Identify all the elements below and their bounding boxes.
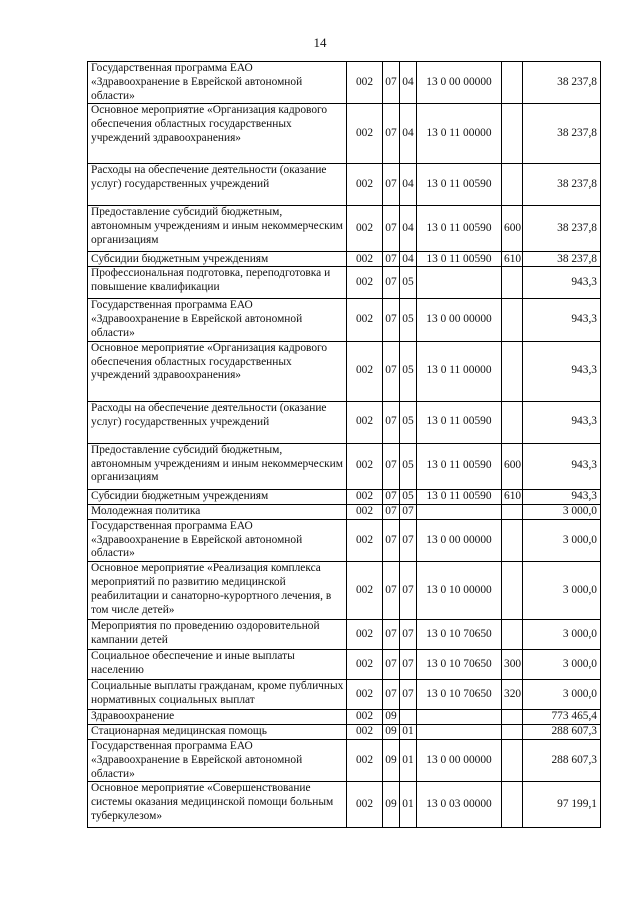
- table-row: [88, 519, 601, 561]
- section-code: 07: [383, 620, 400, 650]
- expense-type-code: [502, 104, 523, 164]
- row-name: Субсидии бюджетным учреждениям: [88, 252, 347, 267]
- section-code: 07: [383, 650, 400, 680]
- ministry-code: 002: [347, 401, 383, 443]
- subsection-code: 07: [400, 650, 417, 680]
- budget-table-body: [88, 62, 601, 828]
- subsection-code: 05: [400, 401, 417, 443]
- amount: 38 237,8: [523, 252, 601, 267]
- expense-type-code: [502, 519, 523, 561]
- expense-type-code: [502, 341, 523, 401]
- table-row: [88, 401, 601, 443]
- expense-type-code: [502, 504, 523, 519]
- subsection-code: 04: [400, 252, 417, 267]
- ministry-code: 002: [347, 299, 383, 341]
- amount: 3 000,0: [523, 680, 601, 710]
- subsection-code: 07: [400, 504, 417, 519]
- row-name: Основное мероприятие «Организация кадрового обеспечения областных государственных учреждений здравоохранения»: [88, 104, 347, 164]
- expense-type-code: [502, 710, 523, 725]
- expense-type-code: [502, 782, 523, 828]
- row-name: Основное мероприятие «Организация кадрового обеспечения областных государственных учреждений здравоохранения»: [88, 341, 347, 401]
- row-name: Предоставление субсидий бюджетным, автономным учреждениям и иным некоммерческим организациям: [88, 206, 347, 252]
- target-code: 13 0 11 00590: [417, 401, 502, 443]
- target-code: 13 0 00 00000: [417, 62, 502, 104]
- expense-type-code: [502, 401, 523, 443]
- target-code: 13 0 11 00000: [417, 104, 502, 164]
- amount: 38 237,8: [523, 164, 601, 206]
- section-code: 07: [383, 489, 400, 504]
- table-row: [88, 562, 601, 620]
- section-code: 07: [383, 519, 400, 561]
- amount: 943,3: [523, 299, 601, 341]
- target-code: [417, 504, 502, 519]
- row-name: Основное мероприятие «Реализация комплекса мероприятий по развитию медицинской реабилитации и санаторно-курортного лечения, в том числе детей»: [88, 562, 347, 620]
- ministry-code: 002: [347, 650, 383, 680]
- row-name: Мероприятия по проведению оздоровительной кампании детей: [88, 620, 347, 650]
- expense-type-code: [502, 62, 523, 104]
- subsection-code: 07: [400, 680, 417, 710]
- row-name: Социальные выплаты гражданам, кроме публичных нормативных социальных выплат: [88, 680, 347, 710]
- amount: 3 000,0: [523, 519, 601, 561]
- table-row: [88, 341, 601, 401]
- subsection-code: 04: [400, 104, 417, 164]
- expense-type-code: 300: [502, 650, 523, 680]
- row-name: Государственная программа ЕАО «Здравоохранение в Еврейской автономной области»: [88, 519, 347, 561]
- ministry-code: 002: [347, 725, 383, 740]
- expense-type-code: [502, 299, 523, 341]
- section-code: 09: [383, 782, 400, 828]
- row-name: Предоставление субсидий бюджетным, автономным учреждениям и иным некоммерческим организациям: [88, 443, 347, 489]
- row-name: Профессиональная подготовка, переподготовка и повышение квалификации: [88, 267, 347, 299]
- amount: 773 465,4: [523, 710, 601, 725]
- subsection-code: 01: [400, 739, 417, 781]
- row-name: Стационарная медицинская помощь: [88, 725, 347, 740]
- ministry-code: 002: [347, 252, 383, 267]
- subsection-code: 05: [400, 299, 417, 341]
- ministry-code: 002: [347, 680, 383, 710]
- section-code: 07: [383, 443, 400, 489]
- table-row: [88, 62, 601, 104]
- expense-type-code: [502, 164, 523, 206]
- row-name: Социальное обеспечение и иные выплаты населению: [88, 650, 347, 680]
- amount: 943,3: [523, 341, 601, 401]
- section-code: 09: [383, 739, 400, 781]
- row-name: Молодежная политика: [88, 504, 347, 519]
- amount: 3 000,0: [523, 620, 601, 650]
- target-code: 13 0 11 00590: [417, 252, 502, 267]
- amount: 3 000,0: [523, 562, 601, 620]
- amount: 38 237,8: [523, 206, 601, 252]
- ministry-code: 002: [347, 443, 383, 489]
- section-code: 07: [383, 680, 400, 710]
- subsection-code: 04: [400, 206, 417, 252]
- row-name: Расходы на обеспечение деятельности (оказание услуг) государственных учреждений: [88, 401, 347, 443]
- subsection-code: 05: [400, 341, 417, 401]
- section-code: 07: [383, 401, 400, 443]
- amount: 943,3: [523, 267, 601, 299]
- expense-type-code: [502, 739, 523, 781]
- amount: 38 237,8: [523, 104, 601, 164]
- target-code: 13 0 11 00000: [417, 341, 502, 401]
- expense-type-code: 600: [502, 443, 523, 489]
- ministry-code: 002: [347, 489, 383, 504]
- table-row: [88, 443, 601, 489]
- ministry-code: 002: [347, 504, 383, 519]
- ministry-code: 002: [347, 562, 383, 620]
- table-row: [88, 489, 601, 504]
- section-code: 07: [383, 62, 400, 104]
- expense-type-code: 610: [502, 252, 523, 267]
- target-code: 13 0 00 00000: [417, 739, 502, 781]
- subsection-code: 04: [400, 164, 417, 206]
- amount: 288 607,3: [523, 739, 601, 781]
- section-code: 07: [383, 252, 400, 267]
- target-code: 13 0 11 00590: [417, 164, 502, 206]
- subsection-code: 07: [400, 562, 417, 620]
- table-row: [88, 252, 601, 267]
- subsection-code: 04: [400, 62, 417, 104]
- ministry-code: 002: [347, 620, 383, 650]
- section-code: 07: [383, 104, 400, 164]
- ministry-code: 002: [347, 341, 383, 401]
- table-row: [88, 267, 601, 299]
- table-row: [88, 650, 601, 680]
- expense-type-code: 320: [502, 680, 523, 710]
- ministry-code: 002: [347, 782, 383, 828]
- ministry-code: 002: [347, 164, 383, 206]
- page-number: 14: [313, 35, 327, 50]
- row-name: Здравоохранение: [88, 710, 347, 725]
- subsection-code: 01: [400, 782, 417, 828]
- table-row: [88, 739, 601, 781]
- table-row: [88, 725, 601, 740]
- row-name: Расходы на обеспечение деятельности (оказание услуг) государственных учреждений: [88, 164, 347, 206]
- expense-type-code: [502, 267, 523, 299]
- target-code: 13 0 00 00000: [417, 519, 502, 561]
- subsection-code: 05: [400, 489, 417, 504]
- amount: 3 000,0: [523, 650, 601, 680]
- ministry-code: 002: [347, 104, 383, 164]
- table-row: [88, 782, 601, 828]
- target-code: 13 0 11 00590: [417, 206, 502, 252]
- target-code: [417, 710, 502, 725]
- row-name: Основное мероприятие «Совершенствование системы оказания медицинской помощи больным туберкулезом»: [88, 782, 347, 828]
- expense-type-code: 610: [502, 489, 523, 504]
- section-code: 07: [383, 341, 400, 401]
- amount: 943,3: [523, 443, 601, 489]
- section-code: 07: [383, 504, 400, 519]
- amount: 288 607,3: [523, 725, 601, 740]
- section-code: 07: [383, 562, 400, 620]
- expense-type-code: [502, 620, 523, 650]
- amount: 97 199,1: [523, 782, 601, 828]
- subsection-code: 07: [400, 519, 417, 561]
- table-row: [88, 620, 601, 650]
- amount: 943,3: [523, 489, 601, 504]
- table-row: [88, 299, 601, 341]
- target-code: 13 0 10 70650: [417, 650, 502, 680]
- target-code: 13 0 10 70650: [417, 620, 502, 650]
- target-code: 13 0 00 00000: [417, 299, 502, 341]
- section-code: 07: [383, 164, 400, 206]
- section-code: 07: [383, 267, 400, 299]
- subsection-code: [400, 710, 417, 725]
- target-code: [417, 725, 502, 740]
- table-row: [88, 710, 601, 725]
- expense-type-code: [502, 725, 523, 740]
- target-code: [417, 267, 502, 299]
- table-row: [88, 164, 601, 206]
- section-code: 07: [383, 206, 400, 252]
- amount: 38 237,8: [523, 62, 601, 104]
- budget-table: [87, 61, 601, 828]
- row-name: Государственная программа ЕАО «Здравоохранение в Еврейской автономной области»: [88, 62, 347, 104]
- row-name: Государственная программа ЕАО «Здравоохранение в Еврейской автономной области»: [88, 739, 347, 781]
- target-code: 13 0 03 00000: [417, 782, 502, 828]
- expense-type-code: 600: [502, 206, 523, 252]
- amount: 943,3: [523, 401, 601, 443]
- target-code: 13 0 10 70650: [417, 680, 502, 710]
- subsection-code: 05: [400, 443, 417, 489]
- table-row: [88, 504, 601, 519]
- row-name: Государственная программа ЕАО «Здравоохранение в Еврейской автономной области»: [88, 299, 347, 341]
- target-code: 13 0 10 00000: [417, 562, 502, 620]
- ministry-code: 002: [347, 710, 383, 725]
- subsection-code: 07: [400, 620, 417, 650]
- ministry-code: 002: [347, 267, 383, 299]
- amount: 3 000,0: [523, 504, 601, 519]
- subsection-code: 01: [400, 725, 417, 740]
- table-row: [88, 206, 601, 252]
- row-name: Субсидии бюджетным учреждениям: [88, 489, 347, 504]
- target-code: 13 0 11 00590: [417, 489, 502, 504]
- ministry-code: 002: [347, 62, 383, 104]
- section-code: 07: [383, 299, 400, 341]
- ministry-code: 002: [347, 206, 383, 252]
- section-code: 09: [383, 710, 400, 725]
- table-row: [88, 104, 601, 164]
- ministry-code: 002: [347, 739, 383, 781]
- expense-type-code: [502, 562, 523, 620]
- target-code: 13 0 11 00590: [417, 443, 502, 489]
- section-code: 09: [383, 725, 400, 740]
- table-row: [88, 680, 601, 710]
- subsection-code: 05: [400, 267, 417, 299]
- ministry-code: 002: [347, 519, 383, 561]
